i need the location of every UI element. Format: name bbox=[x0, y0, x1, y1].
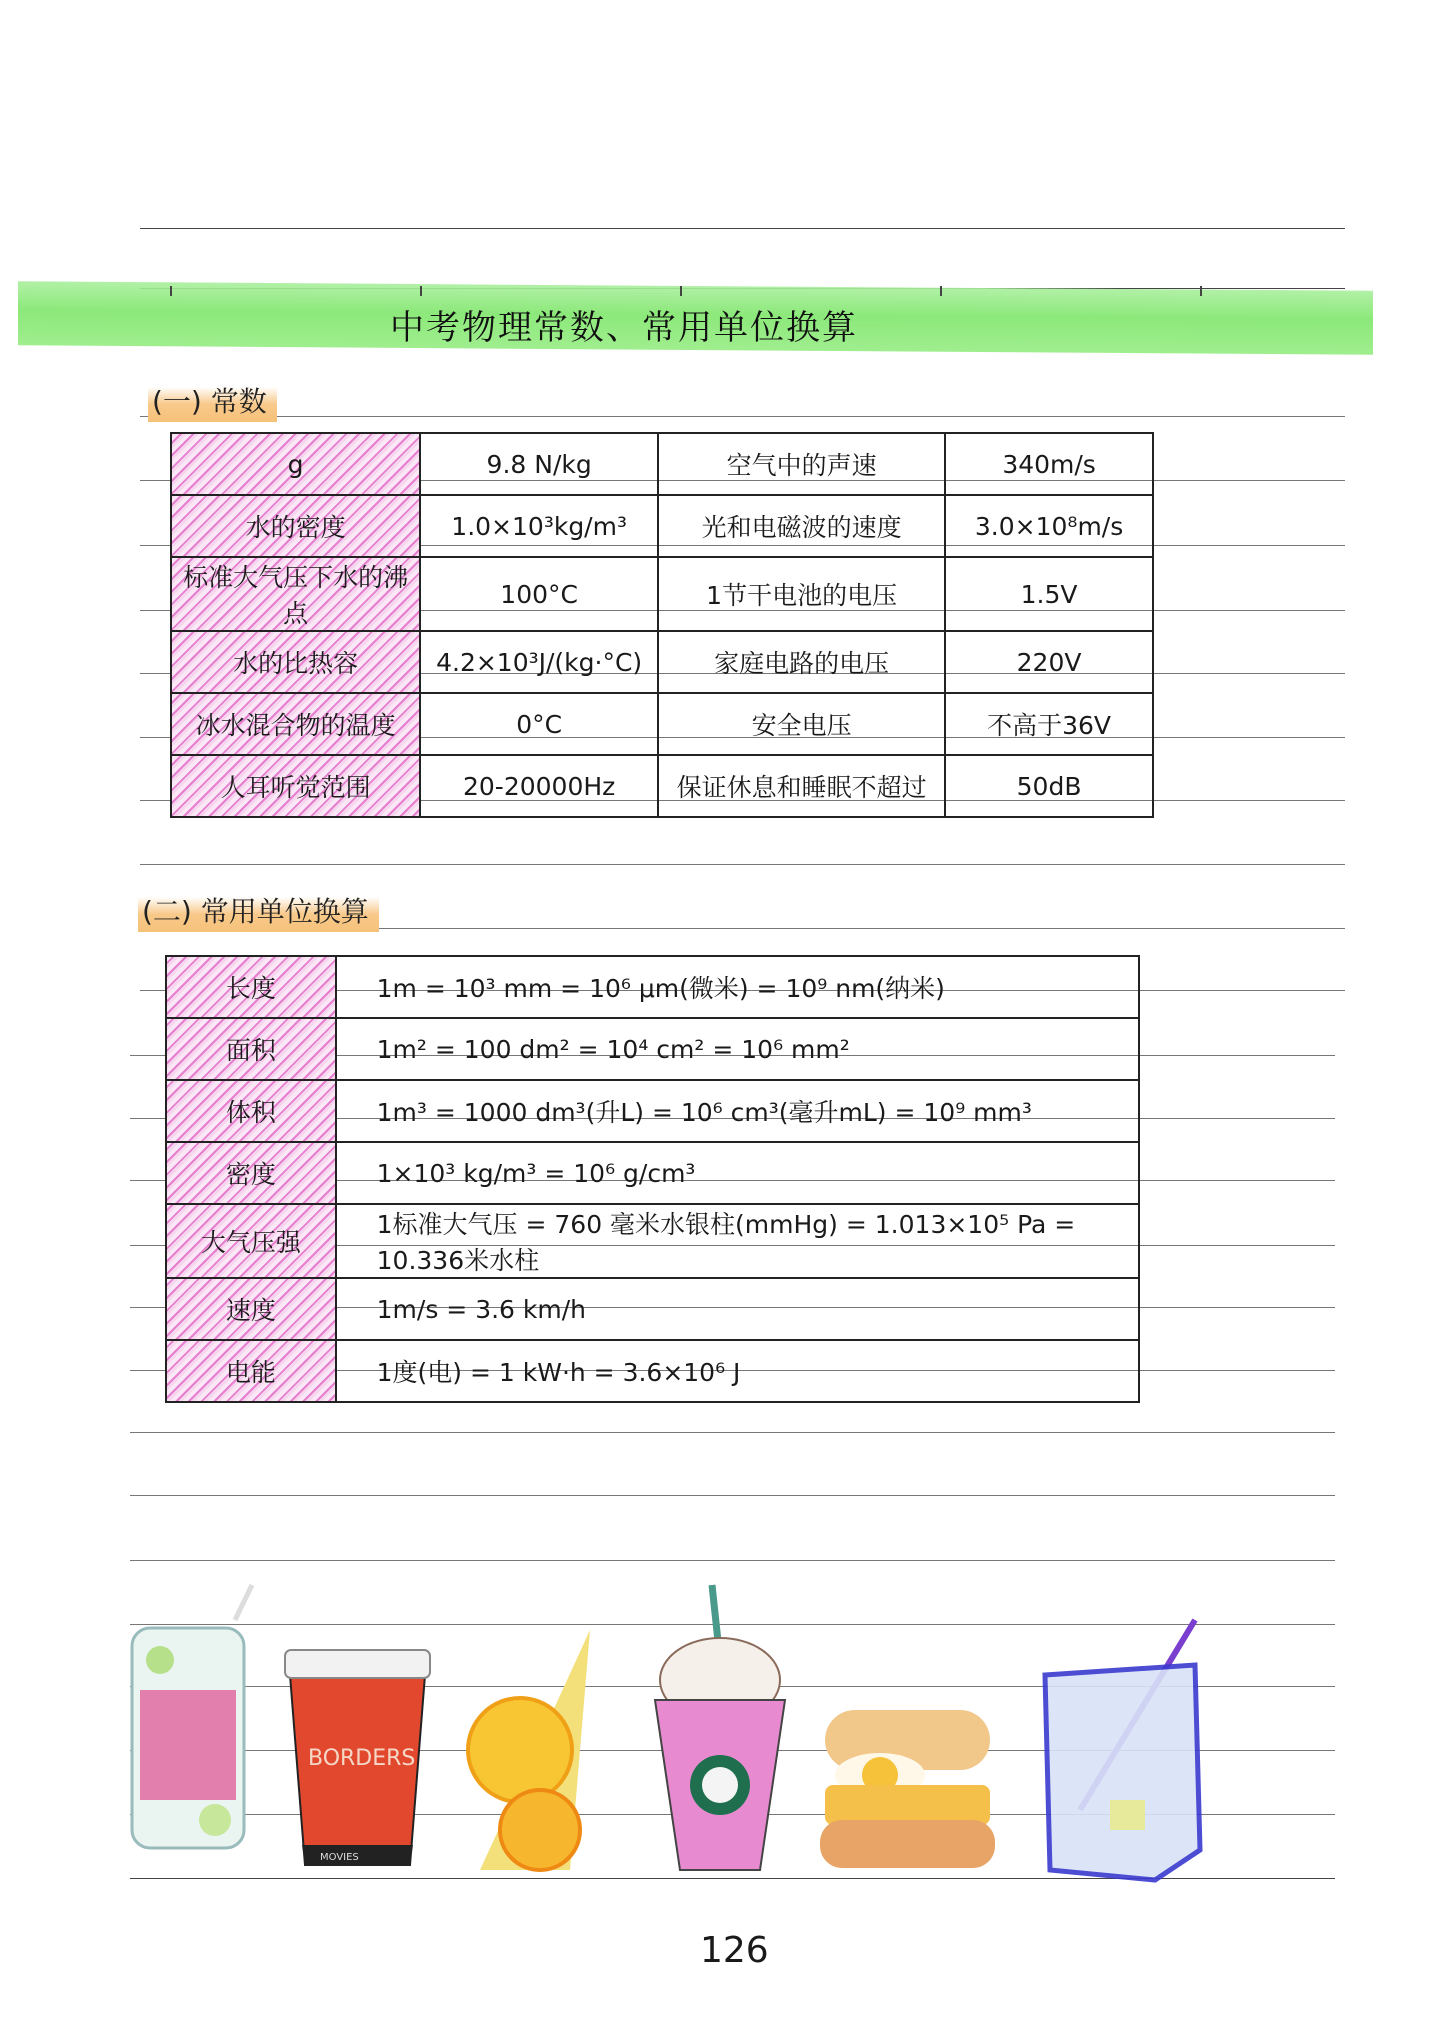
ruled-line bbox=[130, 1432, 1335, 1433]
quantity-name-cell: 速度 bbox=[166, 1278, 336, 1340]
constants-row bbox=[171, 433, 1153, 495]
conversion-row bbox=[166, 1018, 1139, 1080]
svg-text:MOVIES: MOVIES bbox=[320, 1852, 359, 1863]
constant-name-cell: 冰水混合物的温度 bbox=[171, 693, 420, 755]
ruled-line bbox=[130, 1495, 1335, 1496]
ruled-line bbox=[140, 228, 1345, 229]
section-heading-constants: (一) 常数 bbox=[148, 378, 277, 422]
constant-cell: 340m/s bbox=[945, 433, 1153, 495]
tick-mark bbox=[1200, 286, 1202, 296]
constants-row bbox=[171, 495, 1153, 557]
sandwich-icon bbox=[820, 1710, 995, 1868]
constants-row bbox=[171, 693, 1153, 755]
conversion-value-cell: 1标准大气压 = 760 毫米水银柱(mmHg) = 1.013×10⁵ Pa = 10.336米水柱 bbox=[336, 1204, 1139, 1278]
page-number: 126 bbox=[700, 1930, 769, 1971]
conversion-value-cell: 1m³ = 1000 dm³(升L) = 10⁶ cm³(毫升mL) = 10⁹ mm³ bbox=[336, 1080, 1139, 1142]
conversion-value-cell: 1m² = 100 dm² = 10⁴ cm² = 10⁶ mm² bbox=[336, 1018, 1139, 1080]
food-sticker-strip bbox=[120, 1580, 1340, 1890]
quantity-name-cell: 电能 bbox=[166, 1340, 336, 1402]
conversion-row bbox=[166, 1204, 1139, 1278]
cup-brand-text: BORDERS bbox=[308, 1746, 416, 1771]
constant-cell: 保证休息和睡眠不超过 bbox=[658, 755, 945, 817]
ruled-line bbox=[140, 864, 1345, 865]
constant-cell: 1节干电池的电压 bbox=[658, 557, 945, 631]
constants-table bbox=[170, 432, 1154, 818]
quantity-name-cell: 面积 bbox=[166, 1018, 336, 1080]
tick-mark bbox=[940, 286, 942, 296]
constant-cell: 3.0×10⁸m/s bbox=[945, 495, 1153, 557]
constant-name-cell: g bbox=[171, 433, 420, 495]
quantity-name-cell: 大气压强 bbox=[166, 1204, 336, 1278]
page-title: 中考物理常数、常用单位换算 bbox=[390, 308, 858, 348]
frappuccino-icon bbox=[655, 1585, 785, 1870]
conversion-row bbox=[166, 1278, 1139, 1340]
conversion-value-cell: 1m = 10³ mm = 10⁶ μm(微米) = 10⁹ nm(纳米) bbox=[336, 956, 1139, 1018]
ruled-line bbox=[130, 1560, 1335, 1561]
coffee-cup-icon bbox=[285, 1650, 430, 1865]
constant-cell: 安全电压 bbox=[658, 693, 945, 755]
constant-cell: 1.0×10³kg/m³ bbox=[420, 495, 658, 557]
conversion-value-cell: 1×10³ kg/m³ = 10⁶ g/cm³ bbox=[336, 1142, 1139, 1204]
constant-cell: 4.2×10³J/(kg·°C) bbox=[420, 631, 658, 693]
conversion-row bbox=[166, 956, 1139, 1018]
conversion-value-cell: 1m/s = 3.6 km/h bbox=[336, 1278, 1139, 1340]
water-glass-icon bbox=[1045, 1620, 1200, 1880]
quantity-name-cell: 密度 bbox=[166, 1142, 336, 1204]
constant-cell: 光和电磁波的速度 bbox=[658, 495, 945, 557]
constant-cell: 220V bbox=[945, 631, 1153, 693]
conversions-table bbox=[165, 955, 1140, 1403]
constant-name-cell: 标准大气压下水的沸点 bbox=[171, 557, 420, 631]
tick-mark bbox=[420, 286, 422, 296]
tick-mark bbox=[170, 286, 172, 296]
constant-cell: 20-20000Hz bbox=[420, 755, 658, 817]
conversion-value-cell: 1度(电) = 1 kW·h = 3.6×10⁶ J bbox=[336, 1340, 1139, 1402]
lemon-icon bbox=[468, 1630, 590, 1870]
section-heading-conversions: (二) 常用单位换算 bbox=[138, 888, 379, 932]
quantity-name-cell: 体积 bbox=[166, 1080, 336, 1142]
fruit-drink-icon bbox=[132, 1585, 252, 1848]
conversion-row bbox=[166, 1340, 1139, 1402]
constant-cell: 不高于36V bbox=[945, 693, 1153, 755]
constant-cell: 50dB bbox=[945, 755, 1153, 817]
quantity-name-cell: 长度 bbox=[166, 956, 336, 1018]
conversion-row bbox=[166, 1080, 1139, 1142]
tick-mark bbox=[680, 286, 682, 296]
constant-name-cell: 水的密度 bbox=[171, 495, 420, 557]
constants-row bbox=[171, 755, 1153, 817]
constant-cell: 1.5V bbox=[945, 557, 1153, 631]
constant-cell: 0°C bbox=[420, 693, 658, 755]
constant-name-cell: 人耳听觉范围 bbox=[171, 755, 420, 817]
constants-row bbox=[171, 631, 1153, 693]
constant-name-cell: 水的比热容 bbox=[171, 631, 420, 693]
constant-cell: 家庭电路的电压 bbox=[658, 631, 945, 693]
ruled-line bbox=[140, 416, 1345, 417]
conversion-row bbox=[166, 1142, 1139, 1204]
constant-cell: 100°C bbox=[420, 557, 658, 631]
constant-cell: 9.8 N/kg bbox=[420, 433, 658, 495]
constant-cell: 空气中的声速 bbox=[658, 433, 945, 495]
constants-row bbox=[171, 557, 1153, 631]
